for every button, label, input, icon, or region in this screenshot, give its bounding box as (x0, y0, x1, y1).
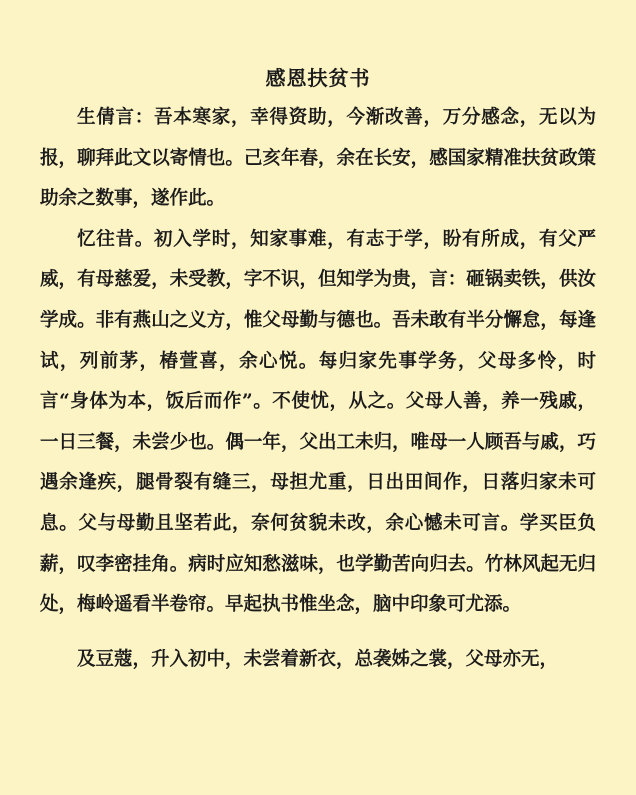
paragraph-preface: 生倩言：吾本寒家，幸得资助，今渐改善，万分感念，无以为报，聊拜此文以寄情也。己亥年春，余在长安，感国家精准扶贫政策助余之数事，遂作此。 (40, 107, 596, 210)
document-title: 感恩扶贫书 (265, 66, 371, 90)
document-body (40, 98, 596, 680)
paragraph-recollection: 忆往昔。初入学时，知家事难，有志于学，盼有所成，有父严威，有母慈爱，未受教，字不识，但知学为贵，言：砸锅卖铁，供汝学成。非有燕山之义方，惟父母勤与德也。吾未敢有半分懈怠，每逢试，列前茅，椿萱喜，余心悦。每归家先事学务，父母多怜，时言“身体为本，饭后而作”。不使忧，从之。父母人善，养一残戚，一日三餐，未尝少也。偶一年，父出工未归，唯母一人顾吾与戚，巧遇余逢疾，腿骨裂有缝三，母担尤重，日出田间作，日落归家未可息。父与母勤且坚若此，奈何贫貌未改，余心憾未可言。学买臣负薪，叹李密挂角。病时应知愁滋味，也学勤苦向归去。竹林风起无归处，梅岭遥看半卷帘。早起执书惟坐念，脑中印象可尤添。 (40, 228, 596, 616)
paragraph-middle-school: 及豆蔻，升入初中，未尝着新衣，总袭姊之裳，父母亦无， (77, 648, 559, 670)
